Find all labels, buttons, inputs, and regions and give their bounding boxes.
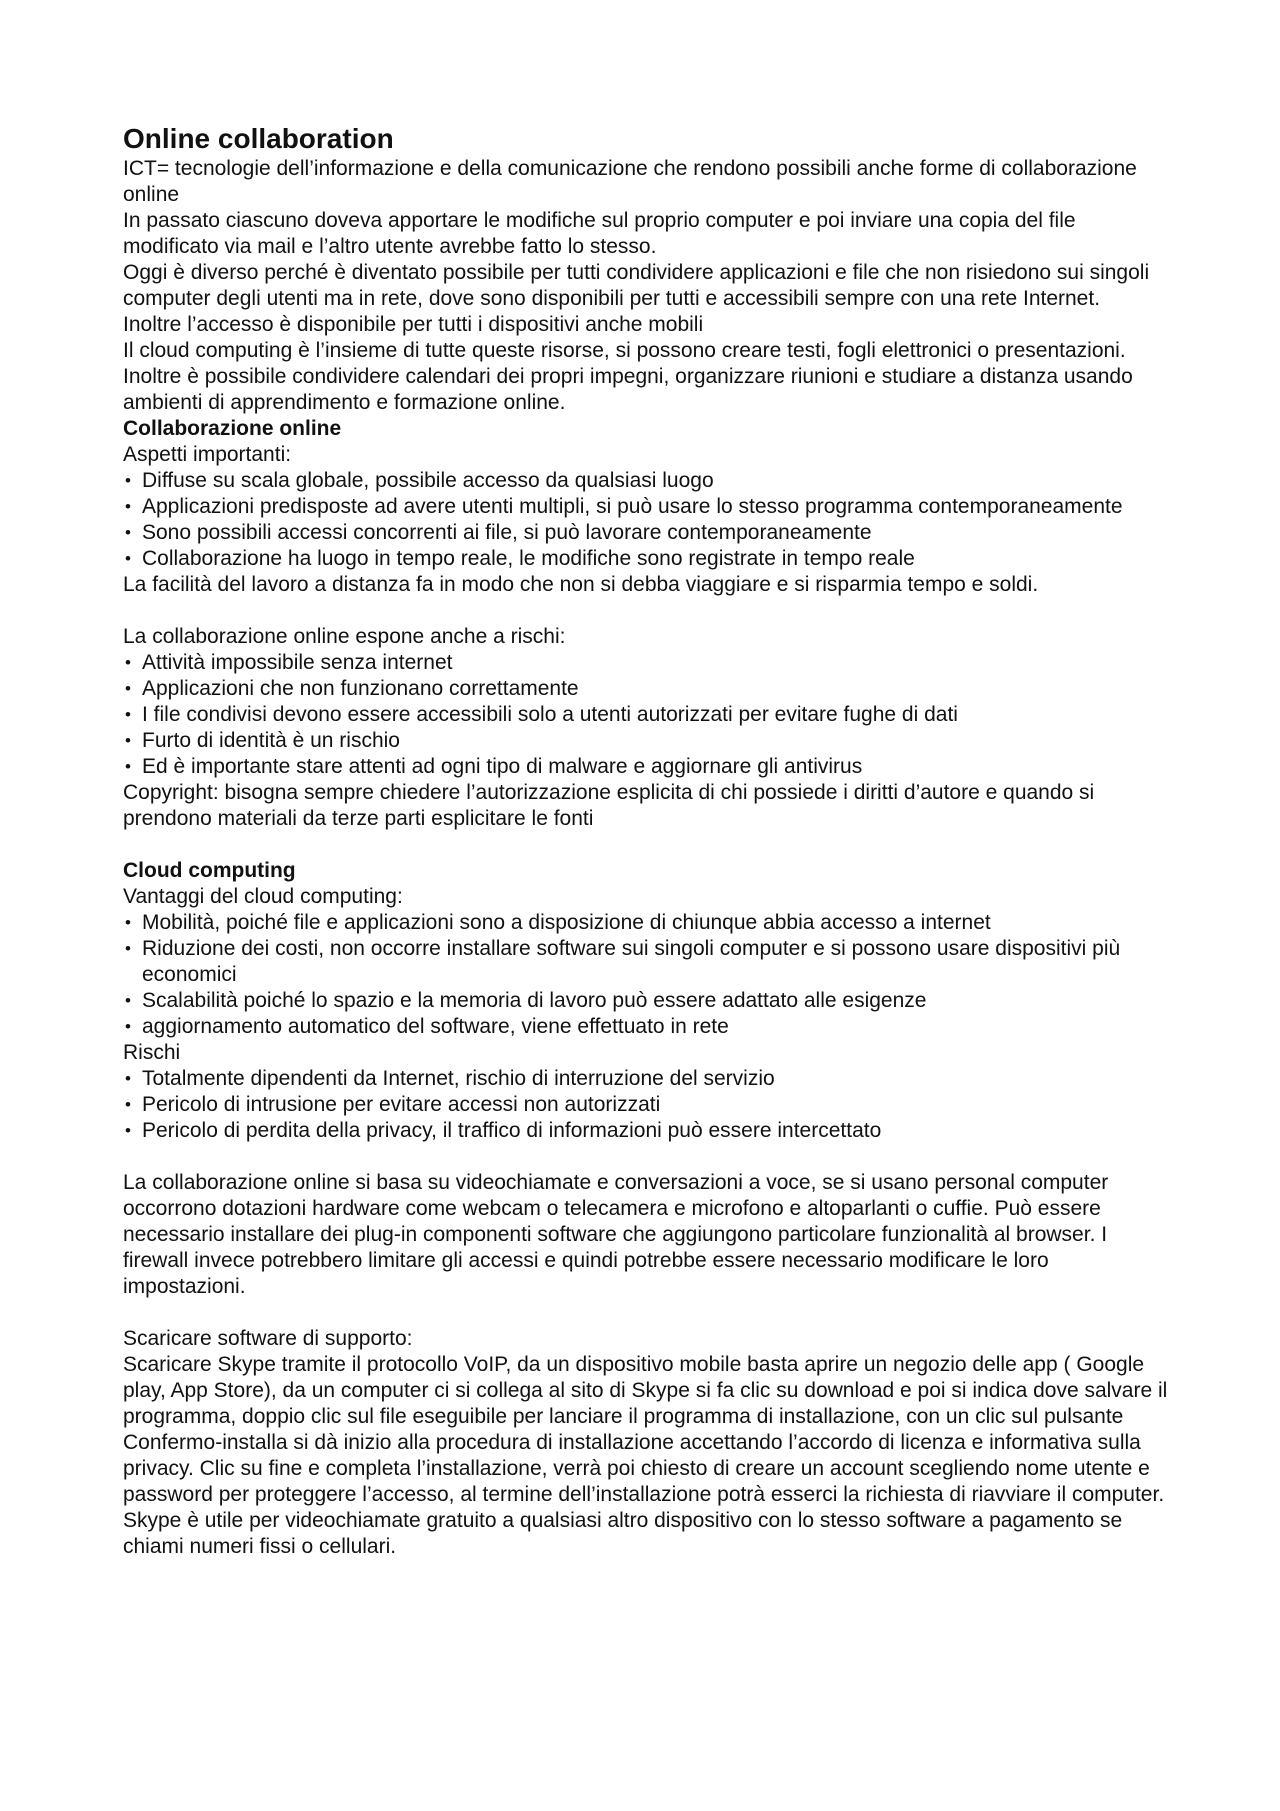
page-title: Online collaboration bbox=[123, 123, 394, 154]
intro-paragraph: Inoltre l’accesso è disponibile per tutti i dispositivi anche mobili bbox=[123, 313, 704, 336]
list-item: • Attività impossibile senza internet bbox=[123, 650, 1173, 676]
list-item: • Totalmente dipendenti da Internet, rischio di interruzione del servizio bbox=[123, 1066, 1173, 1092]
list-item: • Pericolo di perdita della privacy, il traffico di informazioni può essere intercettato bbox=[123, 1118, 1173, 1144]
spacer bbox=[123, 1300, 1173, 1326]
list-item: • Applicazioni che non funzionano correttamente bbox=[123, 676, 1173, 702]
list-item: • Riduzione dei costi, non occorre installare software sui singoli computer e si possono usare dispositivi più economici bbox=[123, 936, 1173, 988]
section-lead: Rischi bbox=[123, 1041, 181, 1064]
list-item: • Pericolo di intrusione per evitare accessi non autorizzati bbox=[123, 1092, 1173, 1118]
list-item: • Collaborazione ha luogo in tempo reale, le modifiche sono registrate in tempo reale bbox=[123, 546, 1173, 572]
section-heading-cloud: Cloud computing bbox=[123, 859, 296, 882]
body-paragraph: Copyright: bisogna sempre chiedere l’autorizzazione esplicita di chi possiede i diritti d’autore e quando si prendono materiali da terze parti esplicitare le fonti bbox=[123, 781, 1095, 830]
collab-risks-list bbox=[123, 650, 1173, 780]
body-paragraph: La collaborazione online si basa su videochiamate e conversazioni a voce, se si usano personal computer occorrono dotazioni hardware come webcam o telecamera e microfono e altoparlanti o cuffie. Può essere necessario installare dei plug-in componenti software che aggiungono particolare funzionalità al browser. I firewall invece potrebbero limitare gli accessi e quindi potrebbe essere necessario modificare le loro impostazioni. bbox=[123, 1171, 1109, 1298]
advantages-list bbox=[123, 910, 1173, 1040]
section-heading-collaborazione: Collaborazione online bbox=[123, 417, 342, 440]
list-item: • aggiornamento automatico del software, viene effettuato in rete bbox=[123, 1014, 1173, 1040]
intro-paragraph: In passato ciascuno doveva apportare le modifiche sul proprio computer e poi inviare una copia del file modificato via mail e l’altro utente avrebbe fatto lo stesso. bbox=[123, 209, 1076, 258]
intro-paragraph: ICT= tecnologie dell’informazione e della comunicazione che rendono possibili anche forme di collaborazione online bbox=[123, 157, 1137, 206]
intro-paragraph: Oggi è diverso perché è diventato possibile per tutti condividere applicazioni e file che non risiedono sui singoli computer degli utenti ma in rete, dove sono disponibili per tutti e accessibili sempre con una rete Internet. bbox=[123, 261, 1150, 310]
spacer bbox=[123, 598, 1173, 624]
list-item: • Applicazioni predisposte ad avere utenti multipli, si può usare lo stesso programma contemporaneamente bbox=[123, 494, 1173, 520]
body-paragraph: Scaricare Skype tramite il protocollo VoIP, da un dispositivo mobile basta aprire un negozio delle app ( Google play, App Store), da un computer ci si collega al sito di Skype si fa clic su download e poi si indica dove salvare il programma, doppio clic sul file eseguibile per lanciare il programma di installazione, con un clic sul pulsante Confermo-installa si dà inizio alla procedura di installazione accettando l’accordo di licenza e informativa sulla privacy. Clic su fine e completa l’installazione, verrà poi chiesto di creare un account scegliendo nome utente e password per proteggere l’accesso, al termine dell’installazione potrà esserci la richiesta di riavviare il computer. Skype è utile per videochiamate gratuito a qualsiasi altro dispositivo con lo stesso software a pagamento se chiami numeri fissi o cellulari. bbox=[123, 1353, 1168, 1558]
list-item: • Mobilità, poiché file e applicazioni sono a disposizione di chiunque abbia accesso a internet bbox=[123, 910, 1173, 936]
cloud-risks-list bbox=[123, 1066, 1173, 1144]
intro-paragraph: Il cloud computing è l’insieme di tutte queste risorse, si possono creare testi, fogli elettronici o presentazioni. Inoltre è possibile condividere calendari dei propri impegni, organizzare riunioni e studiare a distanza usando ambienti di apprendimento e formazione online. bbox=[123, 339, 1133, 414]
document-page bbox=[123, 122, 1173, 1560]
section-lead: La collaborazione online espone anche a rischi: bbox=[123, 625, 566, 648]
list-item: • Sono possibili accessi concorrenti ai file, si può lavorare contemporaneamente bbox=[123, 520, 1173, 546]
spacer bbox=[123, 832, 1173, 858]
list-item: • Ed è importante stare attenti ad ogni tipo di malware e aggiornare gli antivirus bbox=[123, 754, 1173, 780]
section-lead: Scaricare software di supporto: bbox=[123, 1327, 413, 1350]
section-lead: Aspetti importanti: bbox=[123, 443, 292, 466]
list-item: • Scalabilità poiché lo spazio e la memoria di lavoro può essere adattato alle esigenze bbox=[123, 988, 1173, 1014]
section-lead: Vantaggi del cloud computing: bbox=[123, 885, 403, 908]
list-item: • Diffuse su scala globale, possibile accesso da qualsiasi luogo bbox=[123, 468, 1173, 494]
body-paragraph: La facilità del lavoro a distanza fa in modo che non si debba viaggiare e si risparmia tempo e soldi. bbox=[123, 573, 1039, 596]
aspects-list bbox=[123, 468, 1173, 572]
list-item: • I file condivisi devono essere accessibili solo a utenti autorizzati per evitare fughe di dati bbox=[123, 702, 1173, 728]
spacer bbox=[123, 1144, 1173, 1170]
list-item: • Furto di identità è un rischio bbox=[123, 728, 1173, 754]
